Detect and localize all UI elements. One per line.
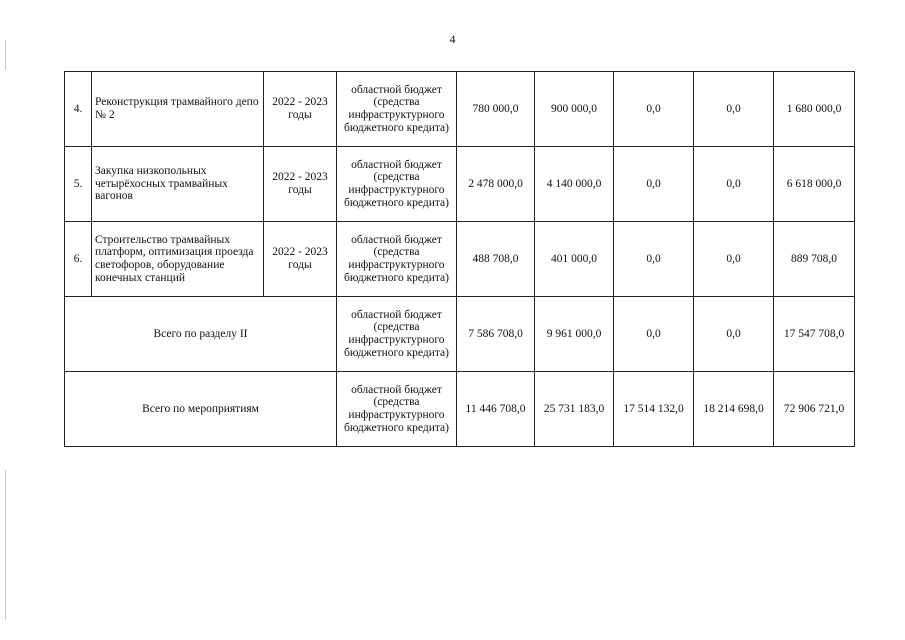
amount-year-3: 0,0 <box>614 147 694 222</box>
amount-total: 72 906 721,0 <box>774 372 855 447</box>
amount-year-2: 900 000,0 <box>535 72 614 147</box>
amount-year-1: 2 478 000,0 <box>457 147 535 222</box>
amount-year-3: 0,0 <box>614 297 694 372</box>
amount-total: 889 708,0 <box>774 222 855 297</box>
amount-year-4: 0,0 <box>694 222 774 297</box>
funding-source: областной бюджет (средства инфраструктурного бюджетного кредита) <box>337 147 457 222</box>
activity-name: Строительство трамвайных платформ, оптимизация проезда светофоров, оборудование конечных станций <box>92 222 264 297</box>
funding-source: областной бюджет (средства инфраструктурного бюджетного кредита) <box>337 222 457 297</box>
section-total-row <box>65 297 855 372</box>
funding-source: областной бюджет (средства инфраструктурного бюджетного кредита) <box>337 372 457 447</box>
amount-year-2: 25 731 183,0 <box>535 372 614 447</box>
activity-name: Закупка низкопольных четырёхосных трамвайных вагонов <box>92 147 264 222</box>
amount-total: 1 680 000,0 <box>774 72 855 147</box>
amount-year-1: 488 708,0 <box>457 222 535 297</box>
activity-name: Реконструкция трамвайного депо № 2 <box>92 72 264 147</box>
amount-year-1: 7 586 708,0 <box>457 297 535 372</box>
amount-year-2: 4 140 000,0 <box>535 147 614 222</box>
grand-total-row <box>65 372 855 447</box>
amount-total: 17 547 708,0 <box>774 297 855 372</box>
amount-year-4: 18 214 698,0 <box>694 372 774 447</box>
amount-total: 6 618 000,0 <box>774 147 855 222</box>
amount-year-4: 0,0 <box>694 147 774 222</box>
table-row <box>65 222 855 297</box>
period-cell: 2022 - 2023 годы <box>264 147 337 222</box>
section-total-label: Всего по разделу II <box>65 297 337 372</box>
row-number: 4. <box>65 72 92 147</box>
period-cell: 2022 - 2023 годы <box>264 72 337 147</box>
page-number: 4 <box>449 32 456 46</box>
amount-year-2: 9 961 000,0 <box>535 297 614 372</box>
funding-source: областной бюджет (средства инфраструктурного бюджетного кредита) <box>337 297 457 372</box>
table-row <box>65 72 855 147</box>
funding-source: областной бюджет (средства инфраструктурного бюджетного кредита) <box>337 72 457 147</box>
amount-year-4: 0,0 <box>694 72 774 147</box>
amount-year-3: 0,0 <box>614 72 694 147</box>
period-cell: 2022 - 2023 годы <box>264 222 337 297</box>
amount-year-3: 0,0 <box>614 222 694 297</box>
row-number: 5. <box>65 147 92 222</box>
grand-total-label: Всего по мероприятиям <box>65 372 337 447</box>
table-row <box>65 147 855 222</box>
amount-year-2: 401 000,0 <box>535 222 614 297</box>
scan-edge-line-bottom <box>5 470 6 620</box>
row-number: 6. <box>65 222 92 297</box>
amount-year-1: 11 446 708,0 <box>457 372 535 447</box>
amount-year-1: 780 000,0 <box>457 72 535 147</box>
amount-year-4: 0,0 <box>694 297 774 372</box>
budget-table <box>64 71 855 447</box>
amount-year-3: 17 514 132,0 <box>614 372 694 447</box>
